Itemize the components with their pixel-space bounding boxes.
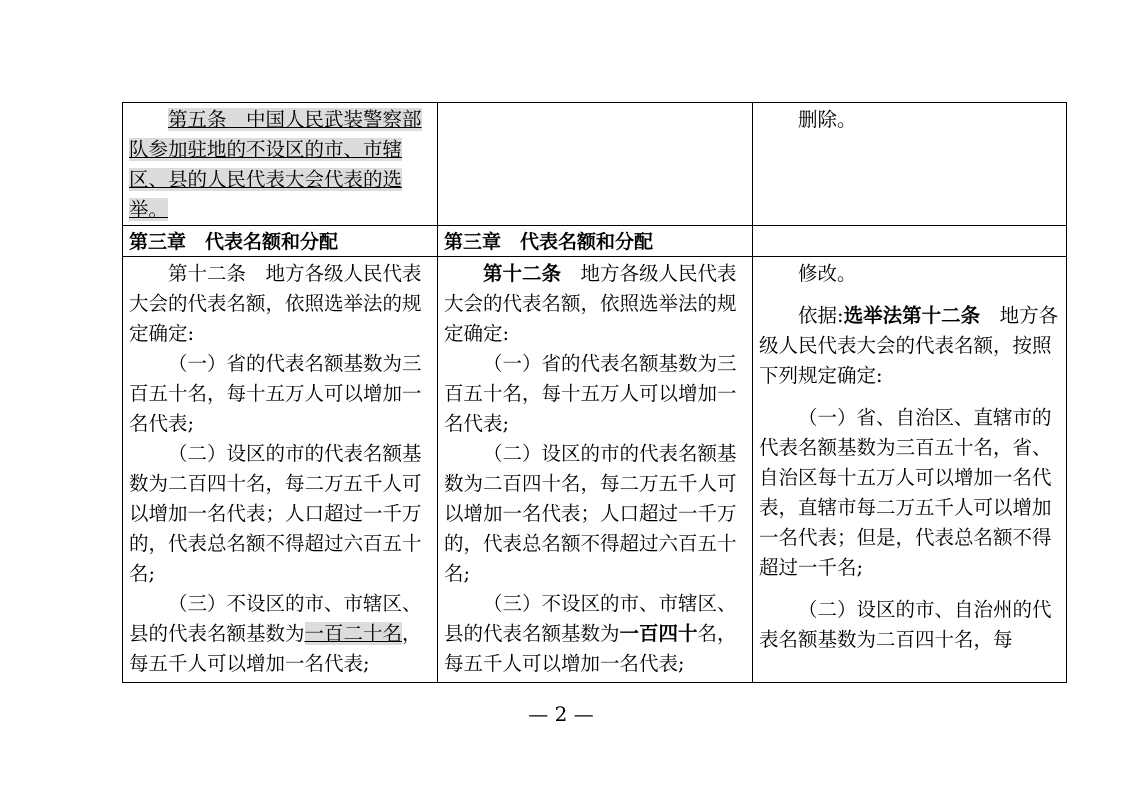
changed-number: 一百四十	[619, 622, 698, 645]
note-cell	[753, 257, 1067, 683]
old-item-3: （三）不设区的市、市辖区、县的代表名额基数为一百二十名，每五千人可以增加一名代表;	[129, 592, 422, 675]
new-item-3: （三）不设区的市、市辖区、县的代表名额基数为一百四十名，每五千人可以增加一名代表;	[444, 592, 737, 675]
old-item-1: （一）省的代表名额基数为三百五十名，每十五万人可以增加一名代表;	[129, 352, 422, 435]
chapter-note	[753, 226, 1067, 257]
table-row	[123, 103, 1067, 226]
note-basis: 依据:选举法第十二条 地方各级人民代表大会的代表名额，按照下列规定确定:	[759, 304, 1059, 387]
old-chapter-heading: 第三章 代表名额和分配	[123, 226, 438, 257]
highlighted-text: 一百二十	[304, 622, 383, 645]
note-cell	[753, 103, 1067, 226]
old-item-2: （二）设区的市的代表名额基数为二百四十名，每二万五千人可以增加一名代表；人口超过一千万的，代表总名额不得超过六百五十名;	[129, 442, 422, 585]
old-intro: 第十二条 地方各级人民代表大会的代表名额，依照选举法的规定确定:	[129, 262, 422, 345]
note-item-2: （二）设区的市、自治州的代表名额基数为二百四十名，每	[759, 598, 1052, 651]
note-status: 删除。	[798, 108, 857, 131]
chapter-row	[123, 226, 1067, 257]
highlighted-text: 名	[382, 622, 403, 645]
new-text-cell	[438, 103, 753, 226]
new-item-2: （二）设区的市的代表名额基数为二百四十名，每二万五千人可以增加一名代表；人口超过一千万的，代表总名额不得超过六百五十名;	[444, 442, 737, 585]
table-row	[123, 257, 1067, 683]
new-text-cell	[438, 257, 753, 683]
comparison-table	[122, 102, 1067, 683]
note-item-1: （一）省、自治区、直辖市的代表名额基数为三百五十名，省、自治区每十五万人可以增加一名代表，直辖市每二万五千人可以增加一名代表；但是，代表总名额不得超过一千名;	[759, 406, 1052, 579]
new-chapter-heading: 第三章 代表名额和分配	[438, 226, 753, 257]
note-status: 修改。	[798, 262, 857, 285]
article-number: 第十二条	[483, 262, 562, 285]
new-intro: 第十二条 地方各级人民代表大会的代表名额，依照选举法的规定确定:	[444, 262, 737, 345]
basis-reference: 选举法第十二条	[843, 304, 981, 327]
old-text-cell	[123, 257, 438, 683]
article-5-deleted	[129, 105, 431, 225]
new-item-1: （一）省的代表名额基数为三百五十名，每十五万人可以增加一名代表;	[444, 352, 737, 435]
old-text-cell	[123, 103, 438, 226]
page-number: — 2 —	[528, 702, 594, 726]
highlighted-text: 第五条 中国人民武装警察部队参加驻地的不设区的市、市辖区、县的人民代表大会代表的选举。	[129, 108, 422, 221]
